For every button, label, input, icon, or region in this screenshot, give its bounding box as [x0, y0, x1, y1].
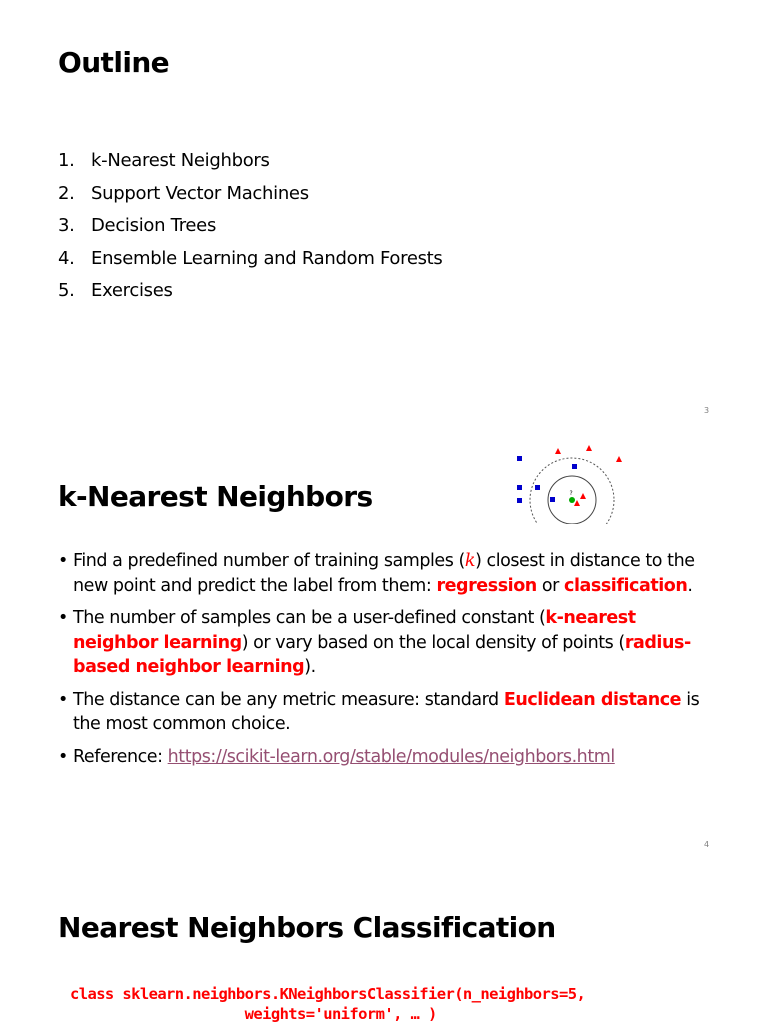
list-item-number: 1.	[58, 150, 75, 171]
k-variable: k	[464, 551, 476, 571]
highlight-regression: regression	[436, 575, 537, 596]
code-line: class sklearn.neighbors.KNeighborsClassifier(n_neighbors=5,	[70, 985, 586, 1003]
highlight-classification: classification	[564, 575, 688, 596]
classification-title: Nearest Neighbors Classification	[58, 911, 556, 944]
class-square-point	[572, 464, 577, 469]
outline-title: Outline	[58, 46, 170, 79]
bullet-item	[58, 745, 726, 770]
list-item-text: Ensemble Learning and Random Forests	[91, 247, 443, 269]
highlight-knn-learning: k-nearest neighbor learning	[73, 608, 636, 653]
query-point	[569, 497, 575, 503]
list-item-number: 2.	[58, 182, 75, 204]
bullet-dot: •	[58, 551, 68, 571]
bullet-text: ) or vary based on the local density of points (	[241, 632, 625, 653]
code-block	[70, 984, 585, 1024]
highlight-euclidean: Euclidean distance	[503, 689, 682, 710]
query-point-label: ?	[569, 490, 573, 497]
list-item	[58, 213, 443, 246]
list-item	[58, 181, 443, 214]
knn-bullet-list	[58, 549, 726, 777]
list-item	[58, 246, 443, 279]
list-item-text: Exercises	[91, 280, 173, 301]
bullet-dot: •	[58, 746, 68, 767]
bullet-item	[58, 606, 726, 680]
list-item-number: 3.	[58, 215, 75, 236]
class-triangle-point	[616, 456, 622, 462]
list-item-number: 5.	[58, 280, 75, 301]
bullet-dot: •	[58, 608, 68, 628]
list-item-text: Support Vector Machines	[91, 182, 309, 204]
knn-diagram	[508, 440, 628, 524]
list-item-number: 4.	[58, 247, 75, 269]
class-square-point	[517, 485, 522, 490]
bullet-text: The distance can be any metric measure: standard	[73, 689, 504, 710]
page-number: 4	[704, 840, 710, 849]
reference-label: Reference:	[73, 746, 168, 767]
class-square-point	[535, 485, 540, 490]
knn-title: k-Nearest Neighbors	[58, 480, 373, 513]
class-triangle-point	[574, 500, 580, 506]
class-square-point	[517, 498, 522, 503]
class-triangle-point	[580, 493, 586, 499]
bullet-text: The number of samples can be a user-defined constant (	[73, 608, 546, 628]
bullet-text: Find a predefined number of training samples (	[73, 551, 465, 571]
list-item	[58, 278, 443, 311]
bullet-text: .	[687, 575, 693, 596]
bullet-text: ) closest in distance to the new point and predict the label from them:	[73, 551, 695, 596]
class-square-point	[517, 456, 522, 461]
class-triangle-point	[555, 448, 561, 454]
bullet-dot: •	[58, 689, 68, 710]
bullet-text: ).	[304, 657, 316, 677]
list-item-text: k-Nearest Neighbors	[91, 150, 270, 171]
list-item-text: Decision Trees	[91, 215, 217, 236]
bullet-item	[58, 688, 726, 737]
page-number: 3	[704, 406, 710, 415]
bullet-text: is the most common choice.	[73, 689, 700, 734]
outline-list	[58, 148, 443, 311]
bullet-text: or	[536, 575, 565, 596]
class-triangle-point	[586, 445, 592, 451]
bullet-item	[58, 549, 726, 598]
reference-link[interactable]: https://scikit-learn.org/stable/modules/neighbors.html	[167, 746, 615, 767]
list-item	[58, 148, 443, 181]
code-line: weights='uniform', … )	[70, 1005, 437, 1023]
class-square-point	[550, 497, 555, 502]
highlight-radius-learning: radius-based neighbor learning	[73, 632, 691, 677]
